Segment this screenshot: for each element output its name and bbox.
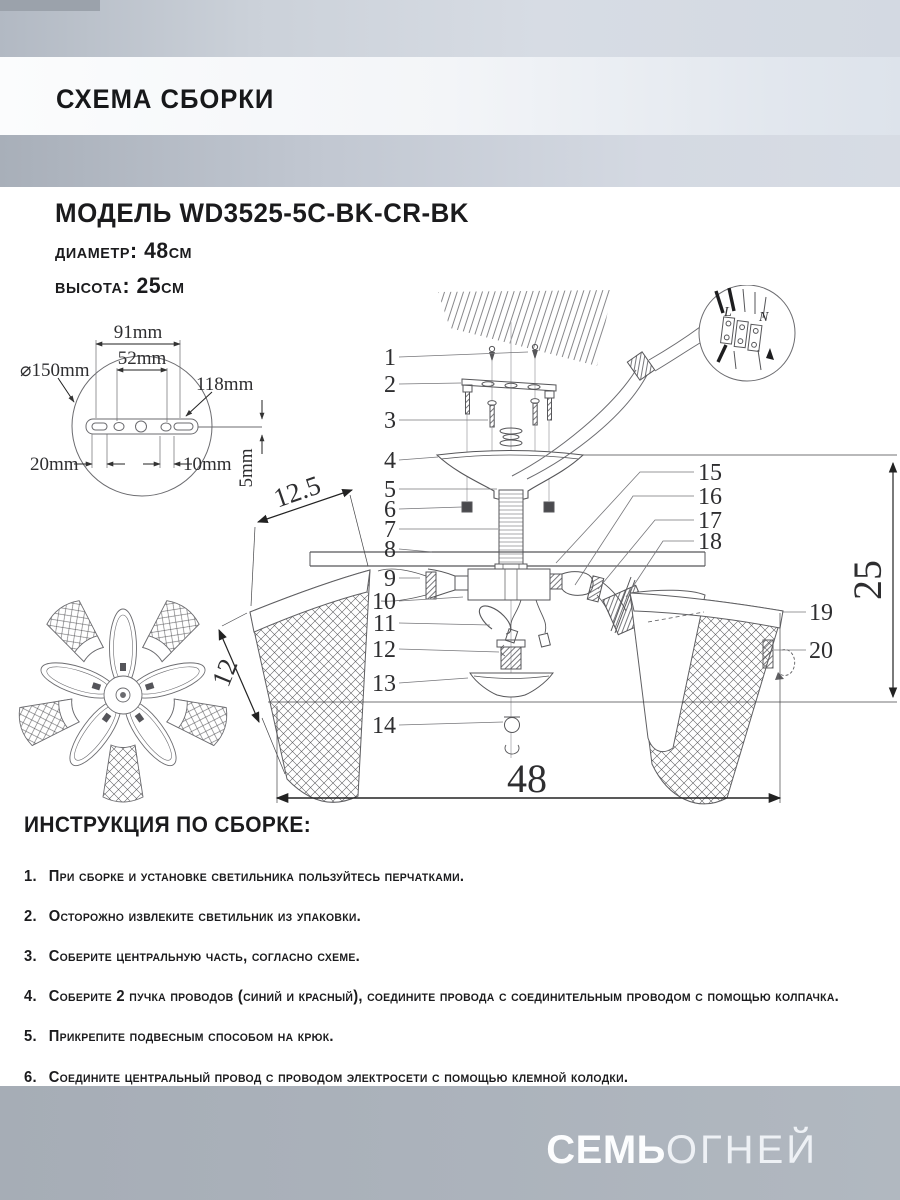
callout-3: 3 xyxy=(384,408,396,434)
instruction-text: Соберите 2 пучка проводов (синий и красный), соедините провода с соединительным проводом с помощью колпачка. xyxy=(48,988,840,1006)
dim-5mm: 5mm xyxy=(236,448,257,488)
callout-5: 5 xyxy=(384,477,396,503)
instruction-number: 2. xyxy=(24,908,37,926)
instructions-heading: ИНСТРУКЦИЯ ПО СБОРКЕ: xyxy=(24,812,312,837)
callout-17: 17 xyxy=(698,508,722,534)
instruction-text: Осторожно извлеките светильник из упаковки. xyxy=(48,908,362,926)
dim-52mm: 52mm xyxy=(117,348,167,369)
callout-8: 8 xyxy=(384,537,396,563)
instruction-item xyxy=(24,984,843,1009)
instruction-item xyxy=(24,904,843,929)
instruction-number: 6. xyxy=(24,1068,37,1086)
model-height: высота: 25см xyxy=(55,273,185,298)
model-diameter: диаметр: 48см xyxy=(55,238,193,263)
callout-13: 13 xyxy=(372,671,396,697)
header-sub-band xyxy=(0,135,900,187)
callout-20: 20 xyxy=(809,638,833,664)
dim-150mm: ⌀150mm xyxy=(20,360,90,381)
dim-shade-side: 12 xyxy=(205,654,244,691)
assembly-instructions xyxy=(24,812,843,1105)
assembly-diagram xyxy=(0,285,900,830)
dim-91mm: 91mm xyxy=(113,322,163,343)
callout-18: 18 xyxy=(698,529,722,555)
right-shade-drawing xyxy=(630,590,795,804)
terminal-label-l: L xyxy=(724,305,732,320)
page-title: СХЕМА СБОРКИ xyxy=(56,84,275,114)
instruction-item xyxy=(24,944,843,969)
callout-7: 7 xyxy=(384,517,396,543)
brand-logo xyxy=(0,1128,818,1173)
dim-118mm: 118mm xyxy=(196,374,254,395)
callout-11: 11 xyxy=(372,611,396,637)
header-band xyxy=(0,0,900,57)
callout-12: 12 xyxy=(372,637,396,663)
instruction-number: 1. xyxy=(24,868,37,885)
instruction-number: 4. xyxy=(24,988,37,1006)
model-name: МОДЕЛЬ WD3525-5C-BK-CR-BK xyxy=(55,198,470,228)
dim-20mm: 20mm xyxy=(30,454,79,475)
dim-height-25: 25 xyxy=(845,560,890,600)
instruction-item xyxy=(24,1024,843,1049)
left-shade-drawing xyxy=(250,570,370,802)
top-view-drawing xyxy=(15,597,231,802)
header-corner-shade xyxy=(0,0,100,11)
callout-1: 1 xyxy=(384,345,396,371)
dim-10mm: 10mm xyxy=(183,454,232,475)
callout-16: 16 xyxy=(698,484,722,510)
brand-light: ОГНЕЙ xyxy=(665,1128,818,1172)
instruction-item xyxy=(24,864,843,889)
callout-15: 15 xyxy=(698,460,722,486)
callout-2: 2 xyxy=(384,372,396,398)
terminal-label-n: N xyxy=(759,310,769,325)
callout-6: 6 xyxy=(384,497,396,523)
callout-9: 9 xyxy=(384,566,396,592)
terminal-block-detail xyxy=(699,285,795,381)
model-info xyxy=(55,198,469,299)
callout-19: 19 xyxy=(809,600,833,626)
brand-bold: СЕМЬ xyxy=(546,1128,666,1172)
callout-4: 4 xyxy=(384,448,396,474)
callout-10: 10 xyxy=(372,589,396,615)
instruction-number: 3. xyxy=(24,948,37,966)
callout-14: 14 xyxy=(372,713,396,739)
instruction-text: Соберите центральную часть, согласно схеме. xyxy=(48,948,361,966)
instruction-text: Прикрепите подвесным способом на крюк. xyxy=(48,1028,334,1046)
dim-width-48: 48 xyxy=(507,756,547,801)
dim-shade-top: 12.5 xyxy=(269,469,325,514)
instruction-number: 5. xyxy=(24,1028,37,1046)
instruction-text: Соедините центральный провод с проводом электросети с помощью клемной колодки. xyxy=(48,1068,629,1086)
instruction-text: При сборке и установке светильника пользуйтесь перчатками. xyxy=(48,868,465,885)
